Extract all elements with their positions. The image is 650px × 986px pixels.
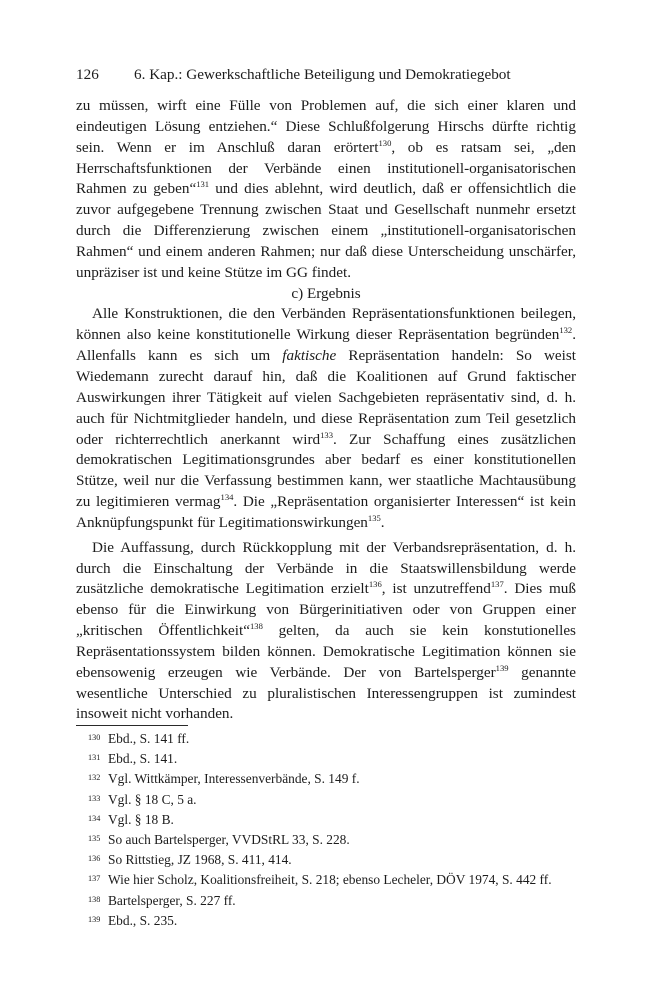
text-run: . Dies muß ebenso für die Einwirkung von Bürgerinitiativen oder von Gruppen einer „kritischen Öffentlichkeit“ [76, 580, 576, 640]
footnote-139 [76, 912, 576, 932]
footnote-ref-138: 138 [249, 621, 263, 632]
footnote-number: 137 [88, 874, 101, 884]
footnote-ref-139: 139 [495, 662, 509, 673]
text-run: Repräsentation handeln: So weist Wiedemann zurecht darauf hin, daß die Koalitionen auf Grund faktischer Auswirkungen ihrer Tätigkeit auf vielen Sachgebieten repräsentativ sind, d. h. auch für Nichtmitglieder handeln, und diese Repräsentation zum Teil gesetzlich oder richterrechtlich anerkannt wird [76, 347, 576, 448]
footnote-138 [76, 892, 576, 912]
footnote-number: 132 [88, 773, 101, 783]
footnote-ref-135: 135 [367, 512, 381, 523]
text-run: . [380, 513, 385, 531]
footnote-separator [76, 725, 188, 726]
text-run: . Die „Repräsentation organisierter Interessen“ ist kein Anknüpfungspunkt für Legitimationswirkungen [76, 493, 576, 531]
text-run: , ob es ratsam sei, „den Herrschaftsfunktionen der Verbände einen institutionell-organisatorischen Rahmen zu geben“ [76, 138, 576, 198]
running-header [76, 64, 576, 86]
footnote-number: 133 [88, 793, 101, 803]
footnote-number: 130 [88, 733, 101, 742]
paragraph-3 [76, 538, 576, 726]
text-run: und dies ablehnt, wird deutlich, daß er offensichtlich die zuvor aufgegebene Trennung zwischen Staat und Gesellschaft nunmehr ersetzt durch die Differenzierung zwischen einem „institutionell-organisatorischen Rahmen“ und einem anderen Rahmen; nur daß diese Unterscheidung unschärfer, unpräziser ist und keine Stütze im GG findet. [76, 180, 577, 281]
paragraph-2 [76, 304, 576, 533]
text-run: Alle Konstruktionen, die den Verbänden Repräsentationsfunktionen beilegen, können also keine konstitutionelle Wirkung dieser Repräsentation begründen [76, 305, 576, 344]
footnote-133 [76, 791, 576, 811]
footnote-ref-133: 133 [320, 429, 333, 440]
footnote-131 [76, 750, 576, 770]
emphasis-faktische: faktische [282, 347, 337, 365]
footnote-ref-130: 130 [378, 137, 392, 148]
footnote-text: Vgl. § 18 C, 5 a. [108, 791, 197, 807]
text-run: Die Auffassung, durch Rückkopplung mit der Verbandsrepräsentation, d. h. durch die Einschaltung der Verbände in die Staatswillensbildung werde zusätzliche demokratische Legitimation erzielt [76, 538, 576, 598]
text-run: zu müssen, wirft eine Fülle von Problemen auf, die sich einer klaren und eindeutigen Lösung entziehen.“ Diese Schlußfolgerung Hirschs dürfte richtig sein. Wenn er im Anschluß daran erörtert [76, 97, 576, 156]
text-run: . Allenfalls kann es sich um [76, 326, 576, 365]
footnote-132 [76, 770, 576, 790]
page-number: 126 [76, 66, 99, 83]
footnote-ref-136: 136 [368, 579, 382, 590]
section-heading: c) Ergebnis [291, 284, 361, 302]
footnote-130 [76, 730, 576, 750]
footnote-135 [76, 831, 576, 851]
footnote-text: Bartelsperger, S. 227 ff. [108, 892, 236, 908]
footnote-number: 134 [88, 813, 101, 823]
footnote-text: So auch Bartelsperger, VVDStRL 33, S. 228. [108, 832, 350, 848]
footnote-number: 138 [88, 894, 101, 904]
footnote-136 [76, 851, 576, 871]
chapter-title: 6. Kap.: Gewerkschaftliche Beteiligung und Demokratiegebot [134, 66, 511, 83]
footnote-number: 135 [88, 834, 101, 844]
footnote-ref-134: 134 [220, 492, 234, 503]
footnote-number: 136 [88, 854, 101, 864]
footnote-text: Ebd., S. 235. [108, 912, 178, 928]
footnote-number: 131 [88, 753, 101, 763]
footnote-text: Vgl. § 18 B. [108, 811, 174, 827]
text-run: genannte wesentliche Unterschied zu pluralistischen Interessengruppen ist zumindest insoweit nicht vorhanden. [76, 663, 576, 723]
footnote-137 [76, 871, 576, 891]
paragraph-1 [76, 96, 576, 284]
footnote-text: Vgl. Wittkämper, Interessenverbände, S. 149 f. [108, 771, 360, 787]
text-run: , ist unzutreffend [381, 580, 491, 598]
footnote-ref-137: 137 [490, 579, 504, 590]
main-text [76, 96, 576, 725]
footnote-ref-132: 132 [559, 325, 573, 336]
footnotes [76, 730, 576, 932]
text-run: . Zur Schaffung eines zusätzlichen demokratischen Legitimationsgrundes aber bedarf es einer konstitutionellen Stütze, weil nur die Verfassung bestimmen kann, wer staatliche Machtausübung zu legitimieren vermag [76, 430, 576, 511]
footnote-text: Ebd., S. 141. [108, 751, 178, 767]
footnote-text: Wie hier Scholz, Koalitionsfreiheit, S. 218; ebenso Lecheler, DÖV 1974, S. 442 ff. [108, 872, 552, 888]
text-run: gelten, da auch sie kein konstutionelles Repräsentationssystem bilden können. Demokratische Legitimation können sie ebensowenig erzeugen wie Verbände. Der von Bartelsperger [76, 622, 576, 681]
footnote-134 [76, 811, 576, 831]
footnote-number: 139 [88, 914, 101, 924]
footnote-text: So Rittstieg, JZ 1968, S. 411, 414. [108, 852, 292, 868]
footnote-text: Ebd., S. 141 ff. [108, 731, 190, 746]
footnote-ref-131: 131 [196, 179, 210, 190]
